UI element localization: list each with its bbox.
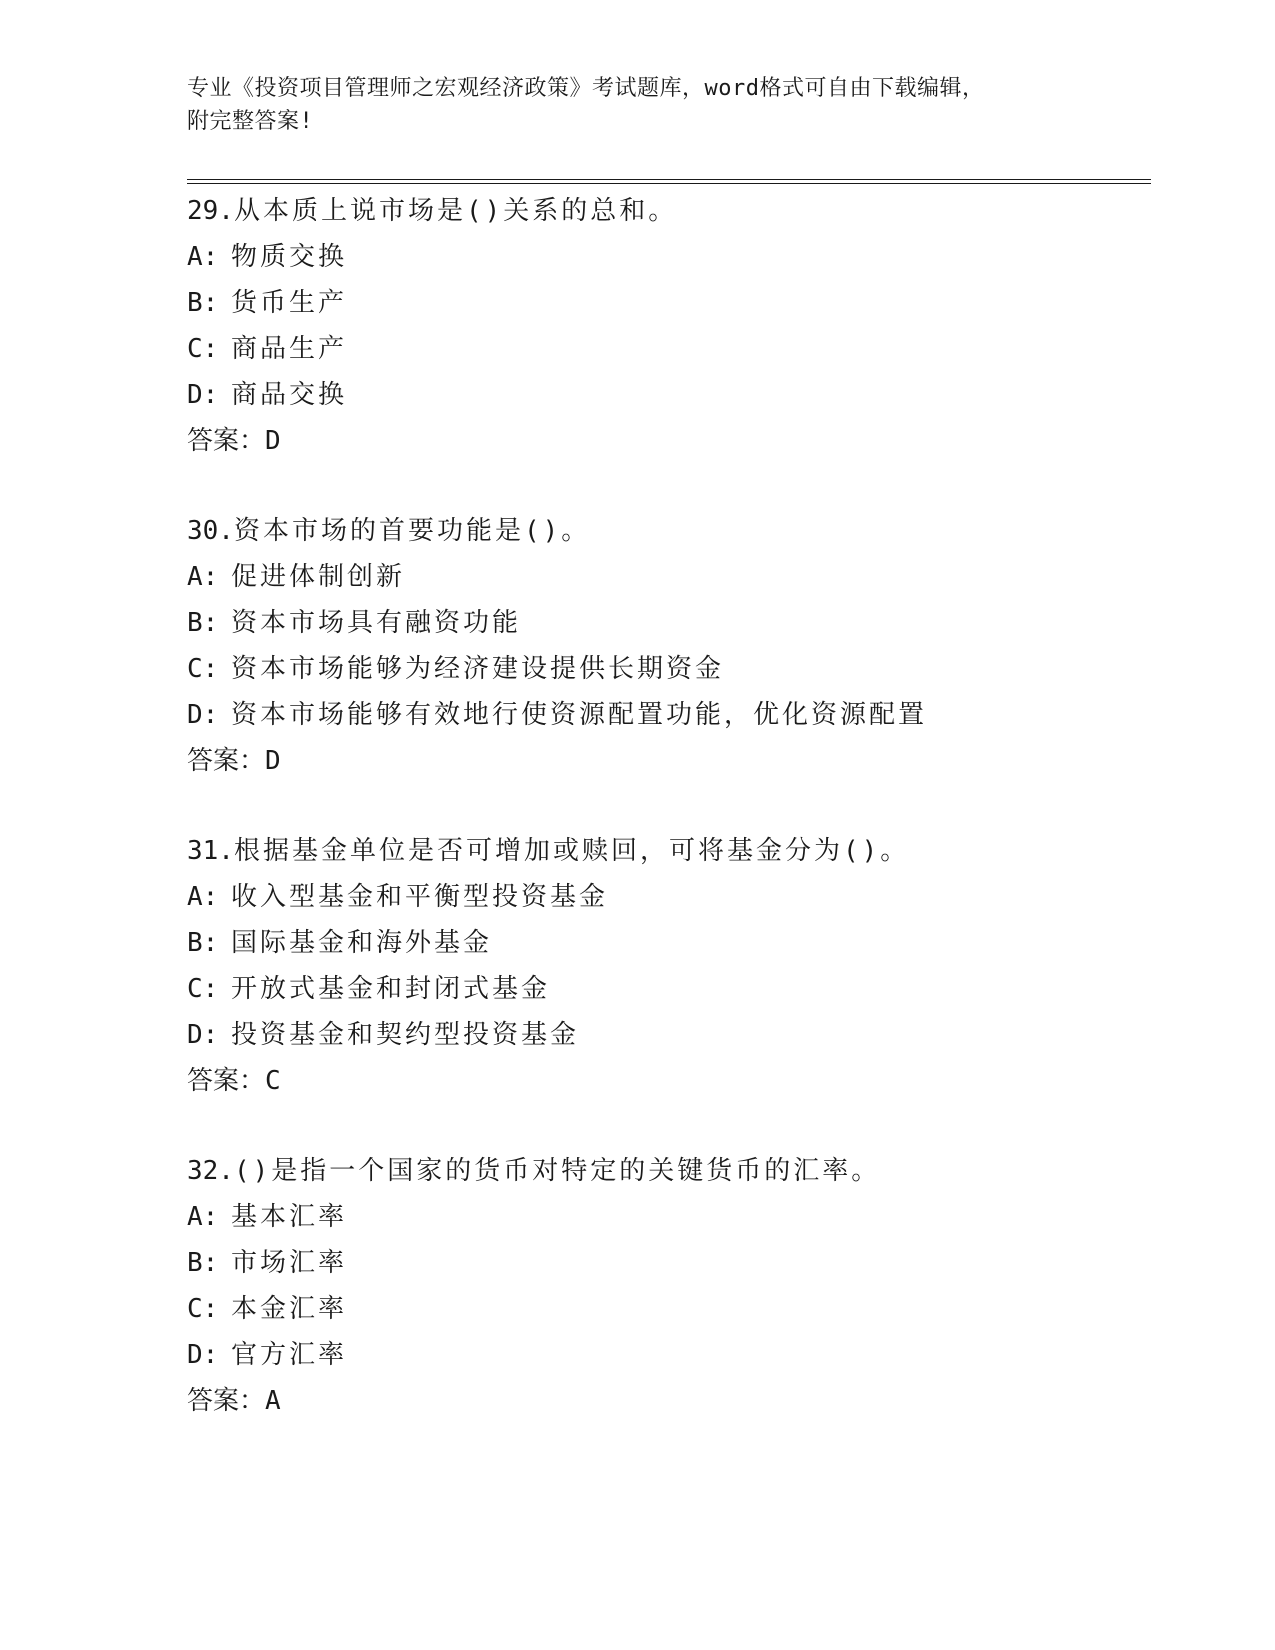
question-stem: [187, 1148, 1147, 1194]
option-key: D:: [187, 1020, 219, 1050]
option-key: B:: [187, 1248, 219, 1278]
answer-label: 答案：: [187, 426, 266, 456]
option-text: 资本市场能够为经济建设提供长期资金: [231, 654, 725, 684]
option-text: 收入型基金和平衡型投资基金: [231, 882, 609, 912]
question-31: [187, 828, 1147, 1104]
option-text: 货币生产: [231, 288, 348, 318]
option-key: D:: [187, 700, 219, 730]
question-stem: [187, 188, 1147, 234]
question-32: [187, 1148, 1147, 1424]
option-key: A:: [187, 1202, 219, 1232]
option-a: [187, 874, 1147, 920]
option-text: 本金汇率: [231, 1294, 348, 1324]
option-b: [187, 600, 1147, 646]
option-text: 开放式基金和封闭式基金: [231, 974, 551, 1004]
option-c: [187, 1286, 1147, 1332]
option-key: C:: [187, 1294, 219, 1324]
option-text: 商品生产: [231, 334, 348, 364]
answer-line: [187, 738, 1147, 784]
option-c: [187, 646, 1147, 692]
option-key: C:: [187, 334, 219, 364]
answer-line: [187, 1058, 1147, 1104]
option-text: 促进体制创新: [231, 562, 406, 592]
option-b: [187, 1240, 1147, 1286]
option-key: C:: [187, 974, 219, 1004]
question-text: ()是指一个国家的货币对特定的关键货币的汇率。: [233, 1156, 881, 1186]
option-key: D:: [187, 380, 219, 410]
option-key: A:: [187, 882, 219, 912]
option-text: 投资基金和契约型投资基金: [231, 1020, 580, 1050]
option-a: [187, 554, 1147, 600]
question-number: 32.: [187, 1156, 234, 1186]
question-29: [187, 188, 1147, 464]
option-text: 官方汇率: [231, 1340, 348, 1370]
question-stem: [187, 828, 1147, 874]
option-b: [187, 920, 1147, 966]
option-d: [187, 372, 1147, 418]
header-line-1: 专业《投资项目管理师之宏观经济政策》考试题库，word格式可自由下载编辑，: [187, 76, 985, 101]
answer-value: D: [265, 746, 281, 776]
option-text: 资本市场能够有效地行使资源配置功能，优化资源配置: [231, 700, 928, 730]
option-text: 国际基金和海外基金: [231, 928, 493, 958]
option-key: B:: [187, 928, 219, 958]
answer-value: D: [265, 426, 281, 456]
document-header: [187, 72, 1087, 138]
option-key: A:: [187, 562, 219, 592]
header-divider-bottom: [187, 183, 1151, 184]
option-key: D:: [187, 1340, 219, 1370]
question-text: 资本市场的首要功能是()。: [233, 516, 591, 546]
header-line-2: 附完整答案!: [187, 109, 314, 134]
option-text: 物质交换: [231, 242, 348, 272]
answer-line: [187, 1378, 1147, 1424]
option-c: [187, 326, 1147, 372]
option-a: [187, 234, 1147, 280]
answer-value: C: [265, 1066, 281, 1096]
option-text: 资本市场具有融资功能: [231, 608, 522, 638]
question-number: 30.: [187, 516, 234, 546]
option-text: 市场汇率: [231, 1248, 348, 1278]
question-number: 29.: [187, 196, 234, 226]
option-key: B:: [187, 288, 219, 318]
option-c: [187, 966, 1147, 1012]
answer-label: 答案：: [187, 1066, 266, 1096]
question-text: 从本质上说市场是()关系的总和。: [233, 196, 678, 226]
option-b: [187, 280, 1147, 326]
question-stem: [187, 508, 1147, 554]
answer-line: [187, 418, 1147, 464]
option-key: B:: [187, 608, 219, 638]
option-text: 商品交换: [231, 380, 348, 410]
header-divider-top: [187, 179, 1151, 180]
option-text: 基本汇率: [231, 1202, 348, 1232]
question-number: 31.: [187, 836, 234, 866]
answer-label: 答案：: [187, 746, 266, 776]
option-key: C:: [187, 654, 219, 684]
answer-label: 答案：: [187, 1386, 266, 1416]
question-30: [187, 508, 1147, 784]
option-d: [187, 1332, 1147, 1378]
option-key: A:: [187, 242, 219, 272]
option-d: [187, 692, 1147, 738]
option-d: [187, 1012, 1147, 1058]
answer-value: A: [265, 1386, 281, 1416]
option-a: [187, 1194, 1147, 1240]
question-text: 根据基金单位是否可增加或赎回，可将基金分为()。: [233, 836, 910, 866]
